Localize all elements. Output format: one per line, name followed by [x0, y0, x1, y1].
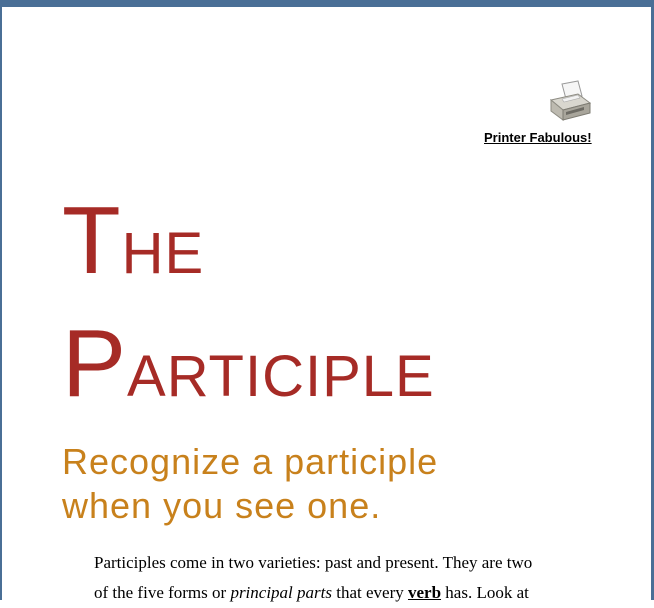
verb-link[interactable]: verb — [407, 583, 442, 602]
page-title — [62, 186, 435, 432]
printer-friendly-block — [482, 80, 594, 150]
intro-paragraph: Participles come in two varieties: past and present. They are two of the five forms or principal parts that every verb has. Look at — [94, 553, 533, 602]
window-top-border — [0, 0, 654, 7]
window-left-border — [0, 0, 2, 600]
title-line-2: PARTICIPLE — [62, 310, 435, 417]
title-line-1: THE — [62, 187, 205, 294]
printer-icon[interactable] — [548, 80, 592, 124]
intro-line-1: Participles come in two varieties: past and present. They are two — [94, 553, 533, 572]
subtitle-line-1: Recognize a participle — [62, 441, 439, 482]
page-subtitle — [62, 440, 438, 528]
printer-friendly-link[interactable]: Printer Fabulous! — [484, 130, 592, 145]
principal-parts-emphasis: principal parts — [230, 583, 332, 602]
subtitle-line-2: when you see one. — [62, 485, 382, 526]
